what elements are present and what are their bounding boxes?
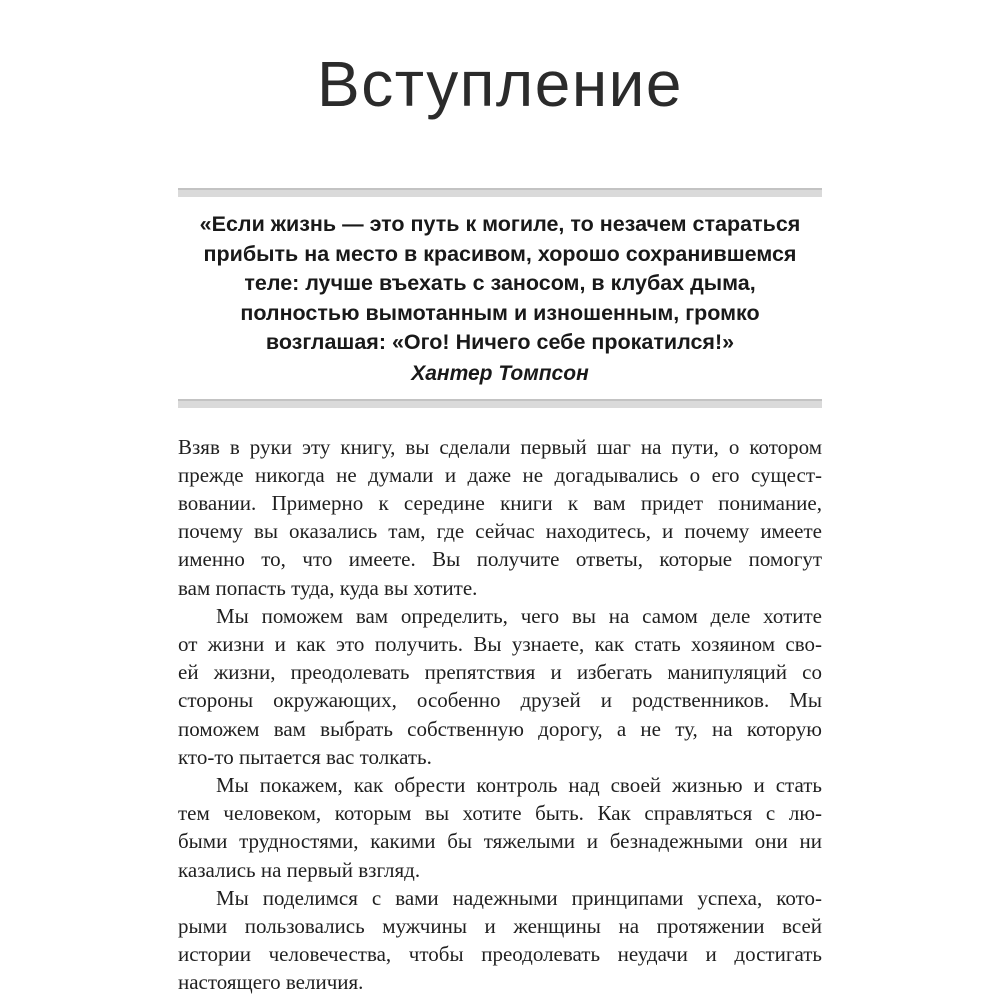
quote-attribution: Хантер Томпсон (411, 361, 589, 385)
body-line: от жизни и как это получить. Вы узнаете, как стать хозяином сво- (178, 631, 822, 656)
epigraph-divider-bottom (178, 399, 822, 408)
body-line: поможем вам выбрать собственную дорогу, а не ту, на которую (178, 716, 822, 741)
body-line: казались на первый взгляд. (178, 857, 421, 882)
body-line: вовании. Примерно к середине книги к вам придет понимание, (178, 490, 822, 515)
quote-line: полностью вымотанным и изношенным, громко (240, 300, 760, 325)
quote-line: «Если жизнь — это путь к могиле, то незачем стараться (199, 212, 801, 236)
body-text (178, 433, 822, 997)
paragraph (178, 602, 822, 771)
body-line: почему вы оказались там, где сейчас находитесь, и почему имеете (178, 519, 822, 544)
body-line: стороны окружающих, особенно друзей и родственников. Мы (178, 688, 822, 713)
paragraph (178, 771, 822, 884)
body-line: тем человеком, которым вы хотите быть. Как справляться с лю- (178, 801, 822, 826)
body-line: Взяв в руки эту книгу, вы сделали первый шаг на пути, о котором (178, 434, 822, 459)
quote-line: возглашая: «Ого! Ничего себе прокатился!» (265, 330, 735, 354)
chapter-title: Вступление (317, 48, 683, 120)
quote-line: прибыть на место в красивом, хорошо сохранившемся (203, 241, 797, 266)
epigraph-divider-top (178, 188, 822, 197)
quote-lines (186, 210, 814, 358)
quote-line: теле: лучше въехать с заносом, в клубах дыма, (244, 271, 756, 295)
paragraph (178, 884, 822, 997)
body-line: вам попасть туда, куда вы хотите. (178, 575, 478, 600)
body-line: истории человечества, чтобы преодолевать неудачи и достигать (178, 942, 822, 967)
body-line: прежде никогда не думали и даже не догадывались о его сущест- (178, 462, 822, 487)
body-line: быми трудностями, какими бы тяжелыми и безнадежными они ни (178, 829, 822, 854)
body-line: Мы поможем вам определить, чего вы на самом деле хотите (216, 603, 822, 628)
paragraph (178, 433, 822, 602)
epigraph-quote (178, 197, 822, 387)
body-line: ей жизни, преодолевать препятствия и избегать манипуляций со (178, 660, 822, 685)
epigraph (178, 188, 822, 408)
body-line: Мы покажем, как обрести контроль над своей жизнью и стать (216, 772, 822, 797)
body-line: Мы поделимся с вами надежными принципами успеха, кото- (216, 885, 822, 910)
body-line: рыми пользовались мужчины и женщины на протяжении всей (178, 913, 822, 938)
body-line: кто-то пытается вас толкать. (178, 744, 432, 769)
body-line: именно то, что имеете. Вы получите ответы, которые помогут (178, 547, 822, 572)
body-line: настоящего величия. (178, 970, 364, 995)
